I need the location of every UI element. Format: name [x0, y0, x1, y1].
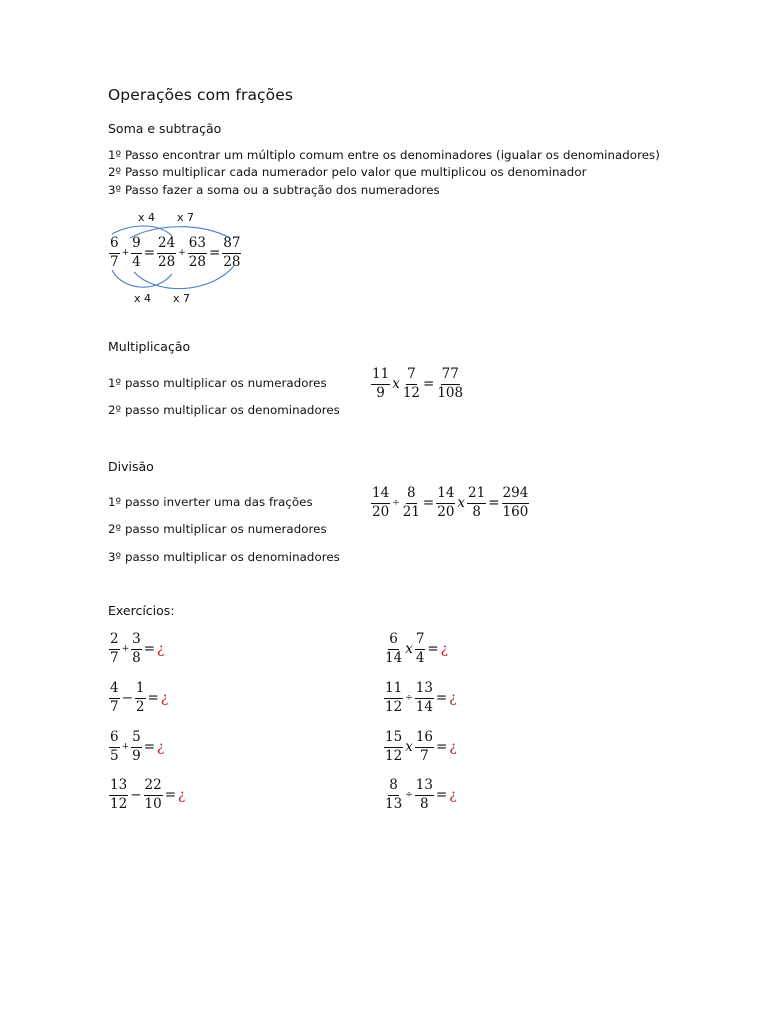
- operator: −: [130, 786, 142, 803]
- exercise-left-2: [108, 681, 168, 714]
- fraction: $\frac{3}{8}$: [132, 631, 141, 666]
- operator: ÷: [405, 692, 413, 703]
- section-heading-multiplicacao: Multiplicação: [108, 339, 191, 354]
- equals-operator: =: [436, 738, 448, 755]
- answer-placeholder: ¿: [449, 786, 457, 803]
- equals-operator: =: [147, 689, 159, 706]
- operator: x: [405, 738, 413, 755]
- fraction: $\frac{13}{12}$: [110, 777, 128, 812]
- fraction: $\frac{4}{7}$: [110, 680, 119, 715]
- times-operator: x: [392, 375, 400, 392]
- fraction: $\frac{16}{7}$: [415, 729, 433, 764]
- fraction: $\frac{294}{160}$: [502, 485, 529, 520]
- answer-placeholder: ¿: [178, 786, 186, 803]
- div-example-equation: [370, 486, 530, 519]
- mult-step-1: 1º passo multiplicar os numeradores: [108, 376, 327, 390]
- fraction: $\frac{7}{12}$: [402, 366, 420, 401]
- operator: −: [121, 689, 133, 706]
- multiplier-top-2: x 7: [177, 211, 195, 224]
- fraction: $\frac{22}{10}$: [144, 777, 162, 812]
- exercise-right-4: [383, 778, 456, 811]
- operator: ÷: [405, 789, 413, 800]
- answer-placeholder: ¿: [449, 689, 457, 706]
- exercise-right-1: [383, 632, 448, 665]
- div-step-1: 1º passo inverter uma das frações: [108, 495, 313, 509]
- page-title: Operações com frações: [108, 86, 294, 104]
- equals-operator: =: [427, 640, 439, 657]
- mult-example-equation: [370, 367, 465, 400]
- fraction: $\frac{6}{7}$: [110, 235, 119, 270]
- equals-operator: =: [435, 786, 448, 803]
- equals-operator: =: [488, 494, 500, 511]
- equals-operator: =: [143, 244, 156, 261]
- fraction: $\frac{8}{13}$: [385, 777, 403, 812]
- fraction: $\frac{13}{14}$: [415, 680, 433, 715]
- fraction: $\frac{87}{28}$: [223, 235, 241, 270]
- soma-step-3: 3º Passo fazer a soma ou a subtração dos numeradores: [108, 183, 440, 197]
- operator: +: [121, 643, 130, 654]
- fraction: $\frac{6}{14}$: [385, 631, 403, 666]
- fraction: $\frac{7}{4}$: [415, 631, 425, 666]
- fraction: $\frac{9}{4}$: [132, 235, 141, 270]
- section-heading-divisao: Divisão: [108, 459, 154, 474]
- exercise-right-2: [383, 681, 456, 714]
- fraction: $\frac{5}{9}$: [132, 729, 141, 764]
- fraction: $\frac{63}{28}$: [188, 235, 206, 270]
- fraction: $\frac{21}{8}$: [468, 485, 486, 520]
- exercise-right-3: [383, 730, 457, 763]
- equals-operator: =: [164, 786, 176, 803]
- fraction: $\frac{13}{8}$: [415, 777, 433, 812]
- div-step-3: 3º passo multiplicar os denominadores: [108, 550, 340, 564]
- div-step-2: 2º passo multiplicar os numeradores: [108, 522, 327, 536]
- answer-placeholder: ¿: [449, 738, 457, 755]
- fraction: $\frac{11}{12}$: [385, 680, 403, 715]
- plus-operator: +: [121, 247, 130, 258]
- multiplier-top-1: x 4: [138, 211, 156, 224]
- answer-placeholder: ¿: [160, 689, 169, 706]
- equals-operator: =: [208, 244, 221, 261]
- plus-operator: +: [178, 247, 186, 258]
- answer-placeholder: ¿: [157, 738, 165, 755]
- fraction: $\frac{14}{20}$: [372, 485, 390, 520]
- fraction: $\frac{24}{28}$: [158, 235, 176, 270]
- fraction: $\frac{15}{12}$: [385, 729, 403, 764]
- soma-step-2: 2º Passo multiplicar cada numerador pelo valor que multiplicou os denominador: [108, 165, 587, 179]
- equals-operator: =: [143, 738, 156, 755]
- equals-operator: =: [423, 375, 435, 392]
- operator: x: [405, 640, 413, 657]
- equals-operator: =: [422, 494, 435, 511]
- exercise-left-3: [108, 730, 164, 763]
- multiplier-bottom-2: x 7: [173, 292, 191, 305]
- exercise-left-1: [108, 632, 164, 665]
- fraction: $\frac{1}{2}$: [135, 680, 145, 715]
- fraction: $\frac{6}{5}$: [110, 729, 119, 764]
- section-heading-exercicios: Exercícios:: [108, 603, 175, 618]
- exercise-left-4: [108, 778, 185, 811]
- equals-operator: =: [435, 689, 448, 706]
- section-heading-soma: Soma e subtração: [108, 121, 222, 136]
- fraction: $\frac{11}{9}$: [372, 366, 390, 401]
- multiplier-bottom-1: x 4: [134, 292, 152, 305]
- soma-example-equation: [108, 236, 242, 269]
- soma-step-1: 1º Passo encontrar um múltiplo comum entre os denominadores (igualar os denominadores): [108, 148, 660, 162]
- operator: +: [121, 741, 130, 752]
- divide-operator: ÷: [392, 497, 400, 508]
- times-operator: x: [457, 494, 466, 511]
- fraction: $\frac{77}{108}$: [437, 366, 464, 401]
- arc-bottom-2: [134, 266, 234, 289]
- answer-placeholder: ¿: [157, 640, 165, 657]
- answer-placeholder: ¿: [440, 640, 448, 657]
- mult-step-2: 2º passo multiplicar os denominadores: [108, 403, 340, 417]
- equals-operator: =: [143, 640, 156, 657]
- fraction: $\frac{2}{7}$: [110, 631, 119, 666]
- fraction: $\frac{14}{20}$: [437, 485, 455, 520]
- fraction: $\frac{8}{21}$: [402, 485, 420, 520]
